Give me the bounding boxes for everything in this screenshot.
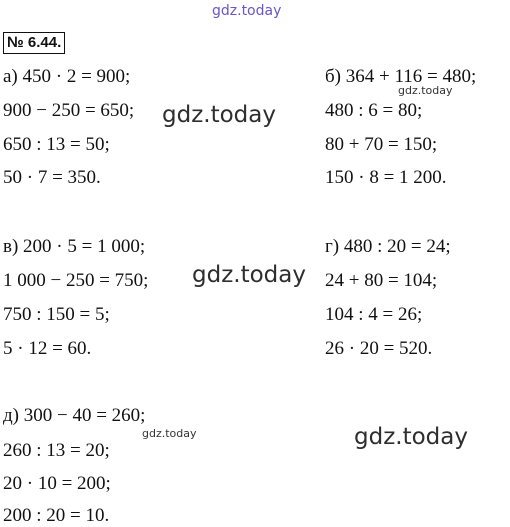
part-d-line-2: 260 : 13 = 20;	[3, 440, 110, 461]
part-b-line-1: б) 364 + 116 = 480;	[325, 66, 477, 87]
part-d-line-1: д) 300 − 40 = 260;	[3, 405, 146, 426]
exercise-number: № 6.44.	[3, 32, 65, 54]
part-d-line-3: 20 · 10 = 200;	[3, 473, 111, 494]
part-g-line-4: 26 · 20 = 520.	[325, 338, 433, 359]
part-v-line-4: 5 · 12 = 60.	[3, 338, 92, 359]
part-d-line-4: 200 : 20 = 10.	[3, 505, 110, 526]
part-a-line-3: 650 : 13 = 50;	[3, 134, 110, 155]
part-b-line-3: 80 + 70 = 150;	[325, 134, 438, 155]
part-v-line-3: 750 : 150 = 5;	[3, 304, 110, 325]
part-a-line-4: 50 · 7 = 350.	[3, 167, 101, 188]
watermark-mid-v: gdz.today	[192, 262, 306, 288]
part-v-line-2: 1 000 − 250 = 750;	[3, 270, 149, 291]
watermark-top: gdz.today	[212, 3, 282, 19]
part-v-line-1: в) 200 · 5 = 1 000;	[3, 236, 146, 257]
watermark-bottom-right: gdz.today	[354, 424, 468, 450]
part-a-line-1: а) 450 · 2 = 900;	[3, 66, 131, 87]
part-a-line-2: 900 − 250 = 650;	[3, 100, 135, 121]
watermark-mid-a: gdz.today	[162, 102, 276, 128]
part-g-line-3: 104 : 4 = 26;	[325, 304, 423, 325]
part-g-line-1: г) 480 : 20 = 24;	[325, 236, 451, 257]
part-b-line-4: 150 · 8 = 1 200.	[325, 167, 447, 188]
part-g-line-2: 24 + 80 = 104;	[325, 270, 438, 291]
watermark-small-d: gdz.today	[142, 427, 197, 440]
part-b-line-2: 480 : 6 = 80;	[325, 100, 423, 121]
watermark-small-b: gdz.today	[398, 84, 453, 97]
